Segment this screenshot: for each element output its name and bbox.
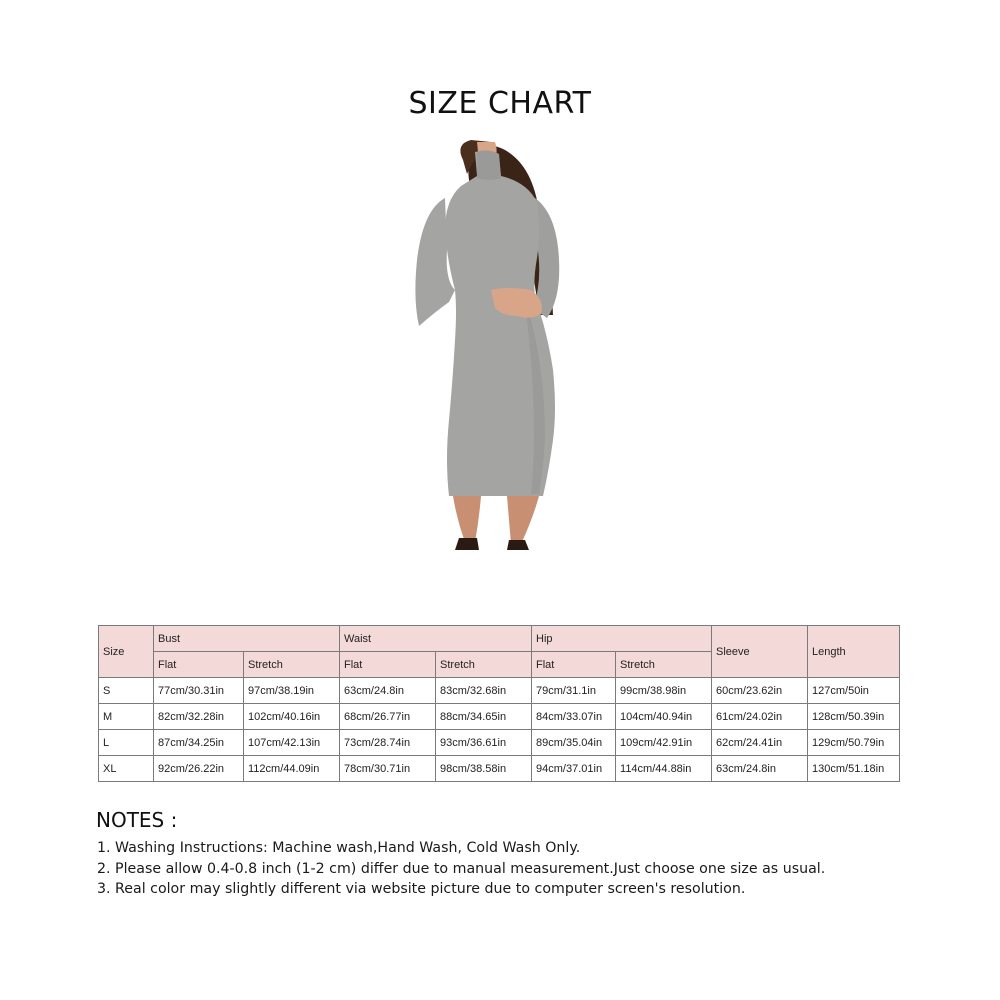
table-cell: 83cm/32.68in — [436, 678, 532, 704]
table-cell: 78cm/30.71in — [340, 756, 436, 782]
table-cell: 129cm/50.79in — [808, 730, 900, 756]
size-cell: L — [99, 730, 154, 756]
table-row — [99, 730, 900, 756]
table-cell: 60cm/23.62in — [712, 678, 808, 704]
table-cell: 92cm/26.22in — [154, 756, 244, 782]
hip-stretch-header: Stretch — [616, 652, 712, 678]
table-cell: 68cm/26.77in — [340, 704, 436, 730]
table-row — [99, 704, 900, 730]
hip-flat-header: Flat — [532, 652, 616, 678]
note-item: 2. Please allow 0.4-0.8 inch (1-2 cm) differ due to manual measurement.Just choose one size as usual. — [97, 860, 826, 877]
table-header-row — [99, 626, 900, 652]
table-cell: 93cm/36.61in — [436, 730, 532, 756]
table-cell: 82cm/32.28in — [154, 704, 244, 730]
table-cell: 62cm/24.41in — [712, 730, 808, 756]
table-cell: 114cm/44.88in — [616, 756, 712, 782]
hip-header: Hip — [532, 626, 712, 652]
table-cell: 88cm/34.65in — [436, 704, 532, 730]
page-title: SIZE CHART — [408, 86, 592, 121]
table-cell: 84cm/33.07in — [532, 704, 616, 730]
table-cell: 63cm/24.8in — [340, 678, 436, 704]
size-chart-table — [98, 625, 900, 782]
table-cell: 89cm/35.04in — [532, 730, 616, 756]
table-cell: 130cm/51.18in — [808, 756, 900, 782]
table-cell: 128cm/50.39in — [808, 704, 900, 730]
table-cell: 97cm/38.19in — [244, 678, 340, 704]
note-item: 3. Real color may slightly different via website picture due to computer screen's resolution. — [97, 881, 746, 897]
table-cell: 77cm/30.31in — [154, 678, 244, 704]
sleeve-header: Sleeve — [712, 626, 808, 678]
table-cell: 79cm/31.1in — [532, 678, 616, 704]
waist-flat-header: Flat — [340, 652, 436, 678]
legs — [453, 496, 481, 542]
table-cell: 63cm/24.8in — [712, 756, 808, 782]
table-cell: 87cm/34.25in — [154, 730, 244, 756]
table-cell: 109cm/42.91in — [616, 730, 712, 756]
model-in-dress-illustration — [295, 140, 705, 552]
turtleneck — [477, 150, 501, 180]
table-cell: 112cm/44.09in — [244, 756, 340, 782]
size-cell: M — [99, 704, 154, 730]
size-cell: XL — [99, 756, 154, 782]
notes-list — [97, 838, 825, 900]
waist-header: Waist — [340, 626, 532, 652]
size-cell: S — [99, 678, 154, 704]
notes-title: NOTES : — [96, 808, 178, 832]
table-cell: 73cm/28.74in — [340, 730, 436, 756]
table-row — [99, 756, 900, 782]
bust-stretch-header: Stretch — [244, 652, 340, 678]
table-cell: 107cm/42.13in — [244, 730, 340, 756]
bust-header: Bust — [154, 626, 340, 652]
table-row — [99, 678, 900, 704]
table-cell: 102cm/40.16in — [244, 704, 340, 730]
note-item: 1. Washing Instructions: Machine wash,Hand Wash, Cold Wash Only. — [97, 840, 581, 856]
table-cell: 127cm/50in — [808, 678, 900, 704]
table-cell: 61cm/24.02in — [712, 704, 808, 730]
size-header: Size — [99, 626, 154, 678]
table-cell: 94cm/37.01in — [532, 756, 616, 782]
bust-flat-header: Flat — [154, 652, 244, 678]
table-cell: 104cm/40.94in — [616, 704, 712, 730]
waist-stretch-header: Stretch — [436, 652, 532, 678]
table-cell: 98cm/38.58in — [436, 756, 532, 782]
table-cell: 99cm/38.98in — [616, 678, 712, 704]
product-photo — [295, 140, 705, 552]
length-header: Length — [808, 626, 900, 678]
